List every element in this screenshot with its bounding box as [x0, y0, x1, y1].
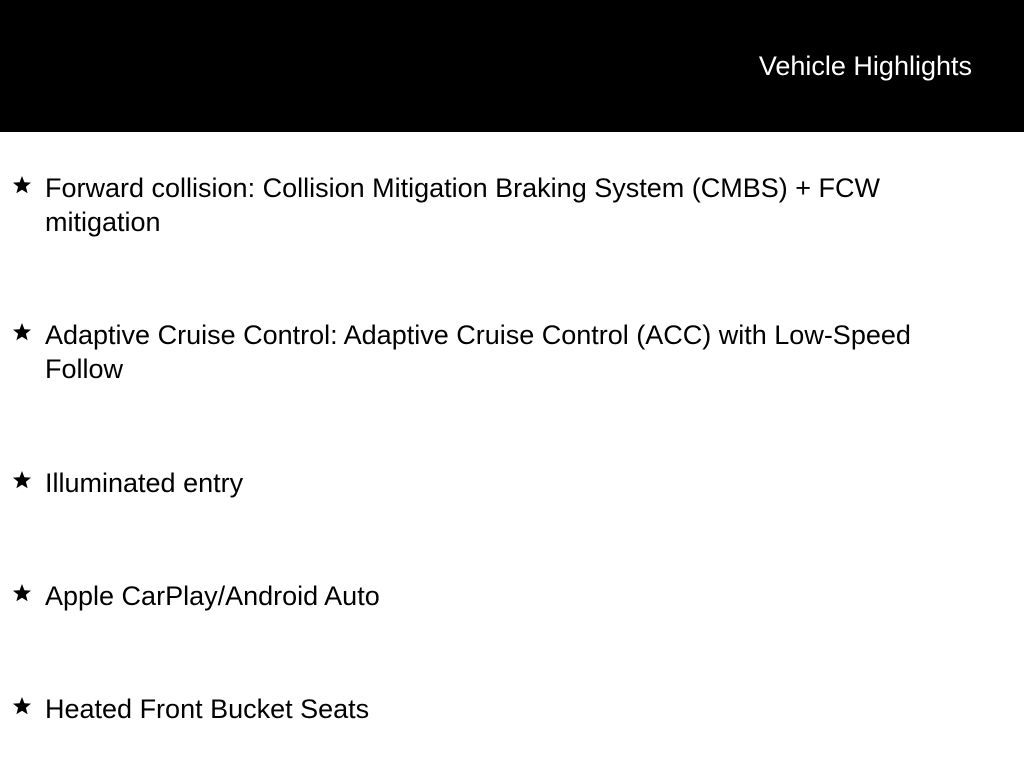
slide-header [0, 0, 1024, 132]
bullet-text: Illuminated entry [45, 468, 244, 498]
star-icon [12, 322, 32, 342]
bullet-text: Heated Front Bucket Seats [45, 694, 370, 724]
star-icon [12, 470, 32, 490]
slide-title: Vehicle Highlights [758, 51, 972, 81]
star-icon [12, 175, 32, 195]
star-icon [12, 696, 32, 716]
bullet-text: Adaptive Cruise Control: Adaptive Cruise Control (ACC) with Low-Speed Follow [45, 320, 911, 384]
star-icon [12, 583, 32, 603]
bullet-text: Apple CarPlay/Android Auto [45, 581, 380, 611]
bullet-text: Forward collision: Collision Mitigation Braking System (CMBS) + FCW mitigation [45, 173, 880, 237]
